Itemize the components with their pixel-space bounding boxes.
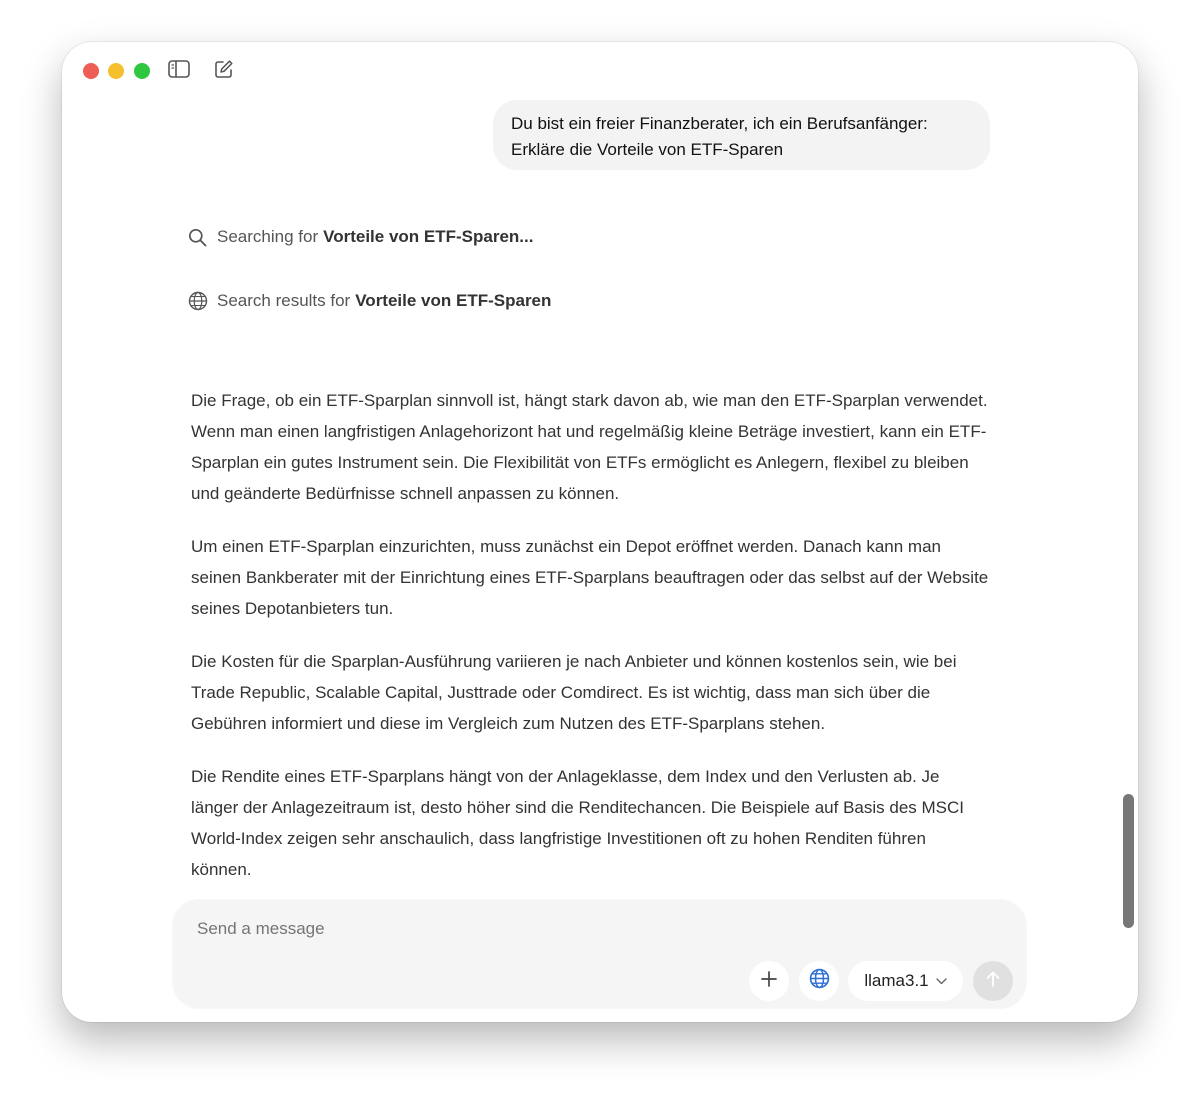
user-message-line: Erkläre die Vorteile von ETF-Sparen <box>511 140 784 159</box>
close-window-button[interactable] <box>83 63 99 79</box>
plus-icon <box>760 970 778 993</box>
results-prefix: Search results for <box>217 291 351 310</box>
send-button[interactable] <box>973 961 1013 1001</box>
message-input[interactable] <box>195 918 899 940</box>
zoom-window-button[interactable] <box>134 63 150 79</box>
answer-paragraph: Die Frage, ob ein ETF-Sparplan sinnvoll ist, hängt stark davon ab, wie man den ETF-Sparplan verwendet. Wenn man einen langfristigen Anlagehorizont hat und regelmäßig kleine Beträge investiert, kann ein ETF-Sparplan ein gutes Instrument sein. Die Flexibilität von ETFs ermöglicht es Anlegern, flexibel zu bleiben und geänderte Bedürfnisse schnell anpassen zu können. <box>191 391 988 503</box>
search-results-status[interactable] <box>188 291 551 311</box>
globe-icon <box>188 291 208 311</box>
user-message-bubble <box>493 100 990 170</box>
scrollbar-thumb[interactable] <box>1123 794 1134 928</box>
searching-query: Vorteile von ETF-Sparen... <box>323 227 534 246</box>
answer-paragraph: Die Kosten für die Sparplan-Ausführung variieren je nach Anbieter und können kostenlos sein, wie bei Trade Republic, Scalable Capital, Justtrade oder Comdirect. Es ist wichtig, dass man sich über die Gebühren informiert und diese im Vergleich zum Nutzen des ETF-Sparplans stehen. <box>191 652 957 733</box>
sidebar-toggle-icon <box>168 60 190 83</box>
sidebar-toggle-button[interactable] <box>168 60 190 82</box>
app-window <box>62 42 1138 1022</box>
answer-paragraph: Die Rendite eines ETF-Sparplans hängt von der Anlageklasse, dem Index und den Verlusten ab. Je länger der Anlagezeitraum ist, desto höher sind die Renditechancen. Die Beispiele auf Basis des MSCI World-Index zeigen sehr anschaulich, dass langfristige Investitionen oft zu hohen Renditen führen können. <box>191 767 964 879</box>
assistant-message <box>191 385 991 907</box>
compose-icon <box>214 59 234 84</box>
search-icon <box>188 227 208 247</box>
arrow-up-icon <box>985 970 1001 993</box>
answer-paragraph: Um einen ETF-Sparplan einzurichten, muss zunächst ein Depot eröffnet werden. Danach kann man seinen Bankberater mit der Einrichtung eines ETF-Sparplans beauftragen oder das selbst auf der Website seines Depotanbieters tun. <box>191 537 989 618</box>
attach-button[interactable] <box>749 961 789 1001</box>
model-name: llama3.1 <box>864 971 929 990</box>
chevron-down-icon <box>936 978 947 985</box>
globe-icon <box>809 968 830 994</box>
message-composer <box>173 900 1026 1008</box>
web-search-toggle[interactable] <box>799 961 839 1001</box>
new-chat-button[interactable] <box>213 60 235 82</box>
user-message-line: Du bist ein freier Finanzberater, ich ein Berufsanfänger: <box>511 114 928 133</box>
searching-status <box>188 227 533 247</box>
searching-prefix: Searching for <box>217 227 319 246</box>
minimize-window-button[interactable] <box>108 63 124 79</box>
results-query: Vorteile von ETF-Sparen <box>355 291 552 310</box>
model-selector[interactable] <box>848 961 963 1001</box>
